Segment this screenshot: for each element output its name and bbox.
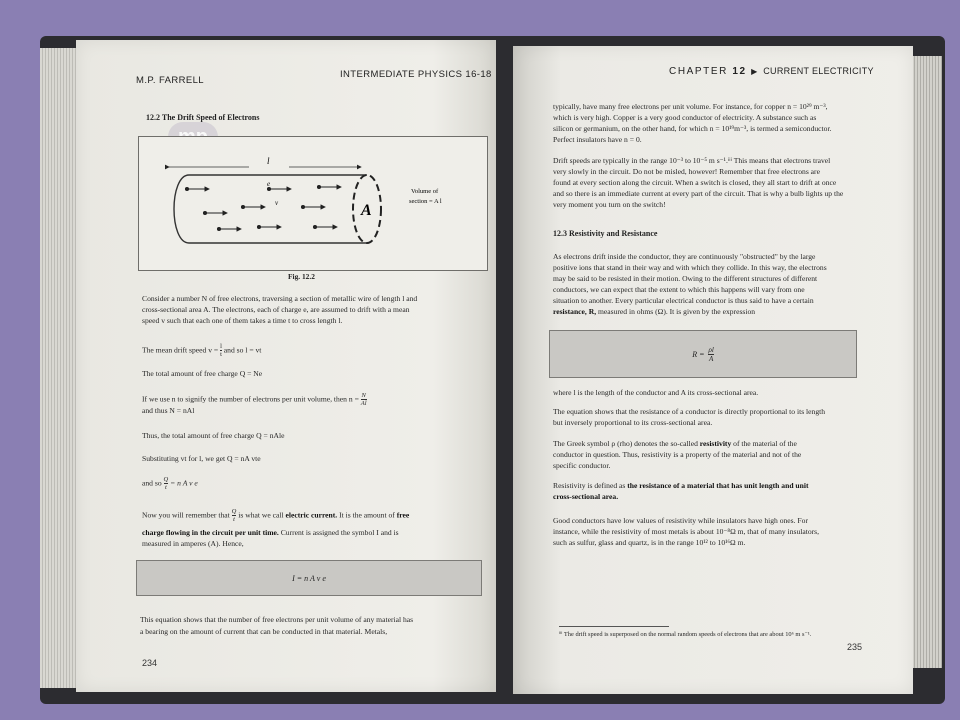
figure-charge-label: e (267, 180, 271, 188)
p8-line2: instance, while the resistivity of most metals is about 10⁻⁸Ω m, that of many insulators, (553, 527, 820, 536)
header-chapter-number: 12 (732, 66, 747, 77)
para2-line1: Now you will remember that $\frac{Q}{t}$ is what we call electric current. It is the amount of free (142, 508, 410, 523)
p1-line3: silicon or germanium, on the other hand, for which n = 10¹⁹m⁻³, is termed a semiconductor. (553, 124, 832, 133)
header-arrow-icon: ▶ (751, 67, 759, 76)
p8-line1: Good conductors have low values of resistivity while insulators have high ones. For (553, 516, 808, 525)
left-header-author: M.P. FARRELL (136, 75, 204, 86)
figure-speed-label: v (275, 199, 279, 207)
p2-line4: and so there is an immediate current at every part of the circuit. That is why a bulb lights up the (553, 189, 844, 198)
equation-total-charge: The total amount of free charge Q = Ne (142, 369, 263, 378)
p2-line1: Drift speeds are typically in the range 10⁻³ to 10⁻⁵ m s⁻¹.ⁱⁱⁱ This means that electrons travel (553, 156, 831, 165)
para2-line2: charge flowing in the circuit per unit time. Current is assigned the symbol I and is (142, 528, 399, 537)
left-page-number: 234 (142, 658, 158, 668)
p3-line5: situation to another. Every particular electrical conductor is thus said to have a certain (553, 296, 814, 305)
wire-diagram-svg (139, 137, 487, 270)
p1-line2: which is very high. Copper is a very good conductor of electricity. A substance such as (553, 113, 817, 122)
figure-caption: Fig. 12.2 (288, 272, 315, 281)
p6-line1: The Greek symbol ρ (rho) denotes the so-called resistivity of the material of the (553, 439, 797, 448)
p8-line3: such as sulfur, glass and quartz, is in the range 10¹² to 10¹⁶Ω m. (553, 538, 746, 547)
equation-q-over-t: and so $\frac{Q}{t}$ = n A v e (142, 476, 198, 491)
p6-line3: specific conductor. (553, 461, 611, 470)
equation-charge-nale: Thus, the total amount of free charge Q = nAle (142, 431, 285, 440)
para1-line3: speed v such that each one of them takes a time t to cross length l. (142, 316, 343, 325)
header-chapter-word: CHAPTER (669, 66, 728, 77)
p3-line1: As electrons drift inside the conductor, they are continuously "obstructed" by the large (553, 252, 816, 261)
equation-drift-speed: The mean drift speed v = $\frac{l}{t}$ and so l = vt (142, 343, 262, 358)
boxed-resistance-equation (549, 330, 857, 378)
section-title-12-3: 12.3 Resistivity and Resistance (553, 229, 658, 238)
figure-wire-diagram (138, 136, 488, 271)
p7-line1: Resistivity is defined as the resistance of a material that has unit length and unit (553, 481, 809, 490)
p5-line1: The equation shows that the resistance of a conductor is directly proportional to its length (553, 407, 826, 416)
page-edges-right (912, 56, 942, 668)
equation-n-definition: If we use n to signify the number of electrons per unit volume, then n = $\frac{N}{Al}$ (142, 392, 367, 407)
p3-line2: positive ions that stand in their way and with which they collide. In this way, the electrons (553, 263, 827, 272)
p1-line4: Perfect insulators have n = 0. (553, 135, 642, 144)
p4-line1: where l is the length of the conductor and A its cross-sectional area. (553, 388, 759, 397)
p1-line1: typically, have many free electrons per unit volume. For instance, for copper n = 10²⁹ m⁻³, (553, 102, 828, 111)
p3-line3: may be said to be resisted in their motion. Owing to the different structures of different (553, 274, 818, 283)
boxed-current-equation: I = n A v e (136, 560, 482, 596)
figure-volume-label-1: Volume of (411, 188, 439, 195)
figure-volume-label-2: section = A l (409, 198, 442, 205)
para3-line2: a bearing on the amount of current that can be conducted in that material. Metals, (140, 627, 388, 636)
left-page (76, 40, 496, 692)
para1-line2: cross-sectional area A. The electrons, each of charge e, are assumed to drift with a mean (142, 305, 410, 314)
equation-substitution: Substituting vt for l, we get Q = nA vte (142, 454, 261, 463)
figure-length-label: l (267, 156, 270, 166)
p6-line2: conductor in question. Thus, resistivity is a property of the material and not of the (553, 450, 802, 459)
page-edges-left (40, 48, 78, 688)
p3-line4: conductors, we can expect that the extent to which this happens will vary from one (553, 285, 805, 294)
p2-line2: very slowly in the circuit. Do not be misled, however! Remember that free electrons are (553, 167, 820, 176)
p7-line2: cross-sectional area. (553, 492, 619, 501)
para1-line1: Consider a number N of free electrons, traversing a section of metallic wire of length l and (142, 294, 418, 303)
para2-line3: measured in amperes (A). Hence, (142, 539, 244, 548)
para3-line1: This equation shows that the number of free electrons per unit volume of any material has (140, 615, 414, 624)
right-page-number: 235 (847, 642, 863, 652)
p2-line5: very moment you turn on the switch! (553, 200, 666, 209)
resistance-lhs: R = (692, 349, 705, 359)
footnote-rule (559, 626, 669, 627)
section-title-12-2: 12.2 The Drift Speed of Electrons (146, 113, 260, 122)
p2-line3: found at every section along the circuit. When a switch is closed, they all start to drift at once (553, 178, 837, 187)
resistance-fraction: $\frac{\rho l}{A}$ (708, 345, 714, 363)
right-header (669, 66, 874, 77)
figure-area-label: A (361, 202, 372, 219)
left-header-title: INTERMEDIATE PHYSICS 16-18 (340, 69, 492, 80)
equation-n-al: and thus N = nAl (142, 406, 195, 415)
footnote: ⁱⁱⁱ The drift speed is superposed on the normal random speeds of electrons that are about 10⁶ m s⁻¹. (559, 631, 812, 638)
right-page (513, 46, 913, 694)
header-chapter-title: CURRENT ELECTRICITY (763, 66, 874, 76)
p5-line2: but inversely proportional to its cross-sectional area. (553, 418, 713, 427)
p3-line6: resistance, R, measured in ohms (Ω). It is given by the expression (553, 307, 756, 316)
